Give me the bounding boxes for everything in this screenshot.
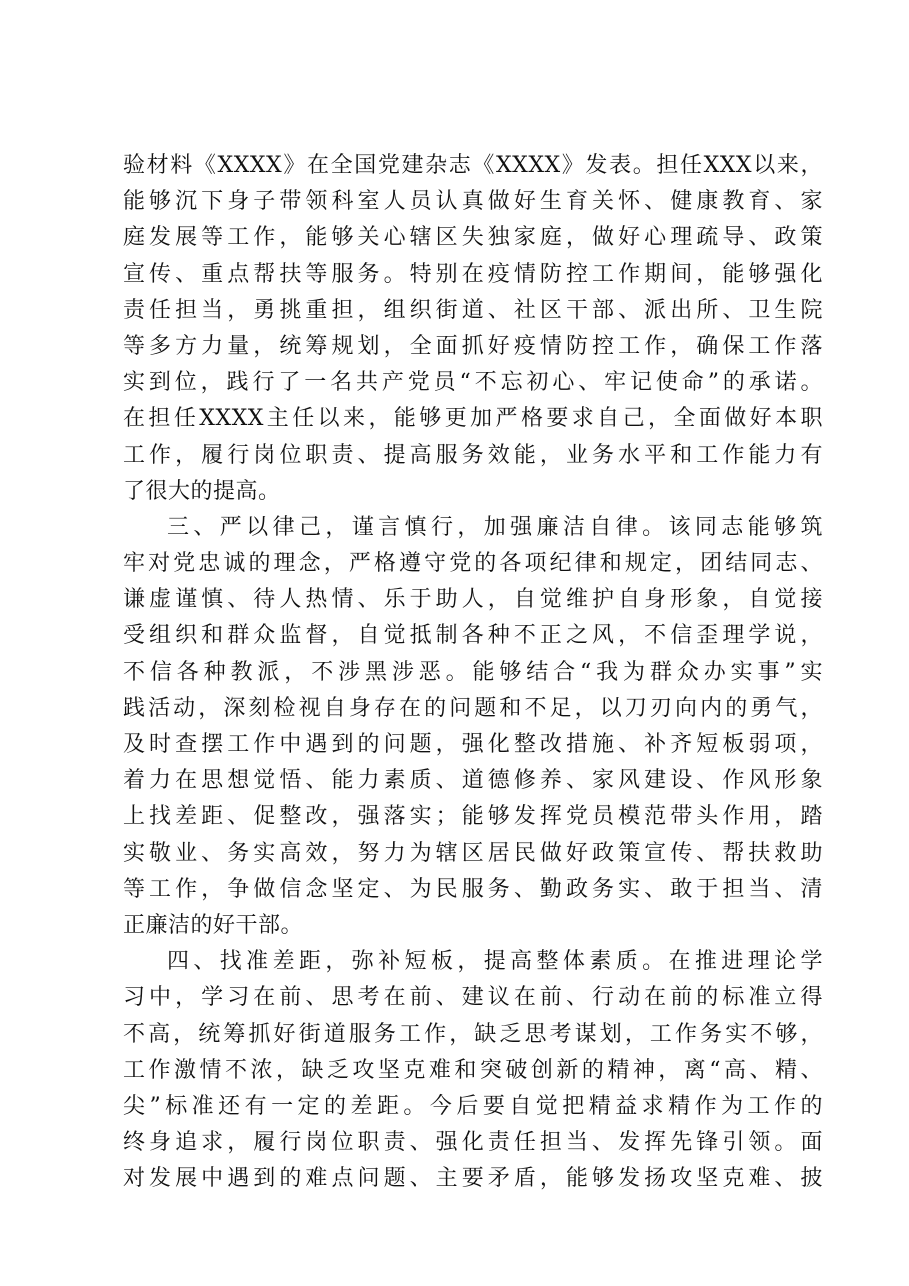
text-line: 正廉洁的好干部。 <box>123 912 304 938</box>
text-line: 终身追求，履行岗位职责、强化责任担当、发挥先锋引领。面 <box>123 1130 823 1156</box>
text-line: 着力在思想觉悟、能力素质、道德修养、家风建设、作风形象 <box>123 768 823 794</box>
text-line: 实敬业、务实高效，努力为辖区居民做好政策宣传、帮扶救助 <box>123 840 823 866</box>
text-line: 在担任XXXX主任以来，能够更加严格要求自己，全面做好本职 <box>123 406 823 432</box>
text-line: 庭发展等工作，能够关心辖区失独家庭，做好心理疏导、政策 <box>123 225 823 251</box>
text-line: 工作激情不浓，缺乏攻坚克难和突破创新的精神，离“高、精、 <box>123 1057 823 1083</box>
text-line: 宣传、重点帮扶等服务。特别在疫情防控工作期间，能够强化 <box>123 261 823 287</box>
body-text <box>123 148 823 1197</box>
text-line: 尖”标准还有一定的差距。今后要自觉把精益求精作为工作的 <box>123 1093 823 1119</box>
text-line: 受组织和群众监督，自觉抵制各种不正之风，不信歪理学说， <box>123 623 823 649</box>
text-line: 习中，学习在前、思考在前、建议在前、行动在前的标准立得 <box>123 985 823 1011</box>
text-line: 工作，履行岗位职责、提高服务效能，业务水平和工作能力有 <box>123 442 823 468</box>
text-line: 践活动，深刻检视自身存在的问题和不足，以刀刃向内的勇气， <box>123 695 823 721</box>
text-line: 等工作，争做信念坚定、为民服务、勤政务实、敢于担当、清 <box>123 876 823 902</box>
text-line: 牢对党忠诚的理念，严格遵守党的各项纪律和规定，团结同志、 <box>123 551 823 577</box>
text-line: 不信各种教派，不涉黑涉恶。能够结合“我为群众办实事”实 <box>123 659 823 685</box>
text-line: 不高，统筹抓好街道服务工作，缺乏思考谋划，工作务实不够， <box>123 1021 823 1047</box>
text-line: 对发展中遇到的难点问题、主要矛盾，能够发扬攻坚克难、披 <box>123 1166 823 1192</box>
text-line: 能够沉下身子带领科室人员认真做好生育关怀、健康教育、家 <box>123 189 823 215</box>
text-line: 等多方力量，统筹规划，全面抓好疫情防控工作，确保工作落 <box>123 333 823 359</box>
text-line: 实到位，践行了一名共产党员“不忘初心、牢记使命”的承诺。 <box>123 370 823 396</box>
text-line: 谦虚谨慎、待人热情、乐于助人，自觉维护自身形象，自觉接 <box>123 587 823 613</box>
paragraph-heading-4: 四、找准差距，弥补短板，提高整体素质。在推进理论学 <box>167 949 823 975</box>
paragraph-heading-3: 三、严以律己，谨言慎行，加强廉洁自律。该同志能够筑 <box>167 514 823 540</box>
text-line: 责任担当，勇挑重担，组织街道、社区干部、派出所、卫生院 <box>123 297 823 323</box>
text-line: 了很大的提高。 <box>123 478 281 504</box>
text-line: 上找差距、促整改，强落实；能够发挥党员模范带头作用，踏 <box>123 804 823 830</box>
text-line: 验材料《XXXX》在全国党建杂志《XXXX》发表。担任XXX以来， <box>123 153 823 178</box>
text-line: 及时查摆工作中遇到的问题，强化整改措施、补齐短板弱项， <box>123 732 823 757</box>
